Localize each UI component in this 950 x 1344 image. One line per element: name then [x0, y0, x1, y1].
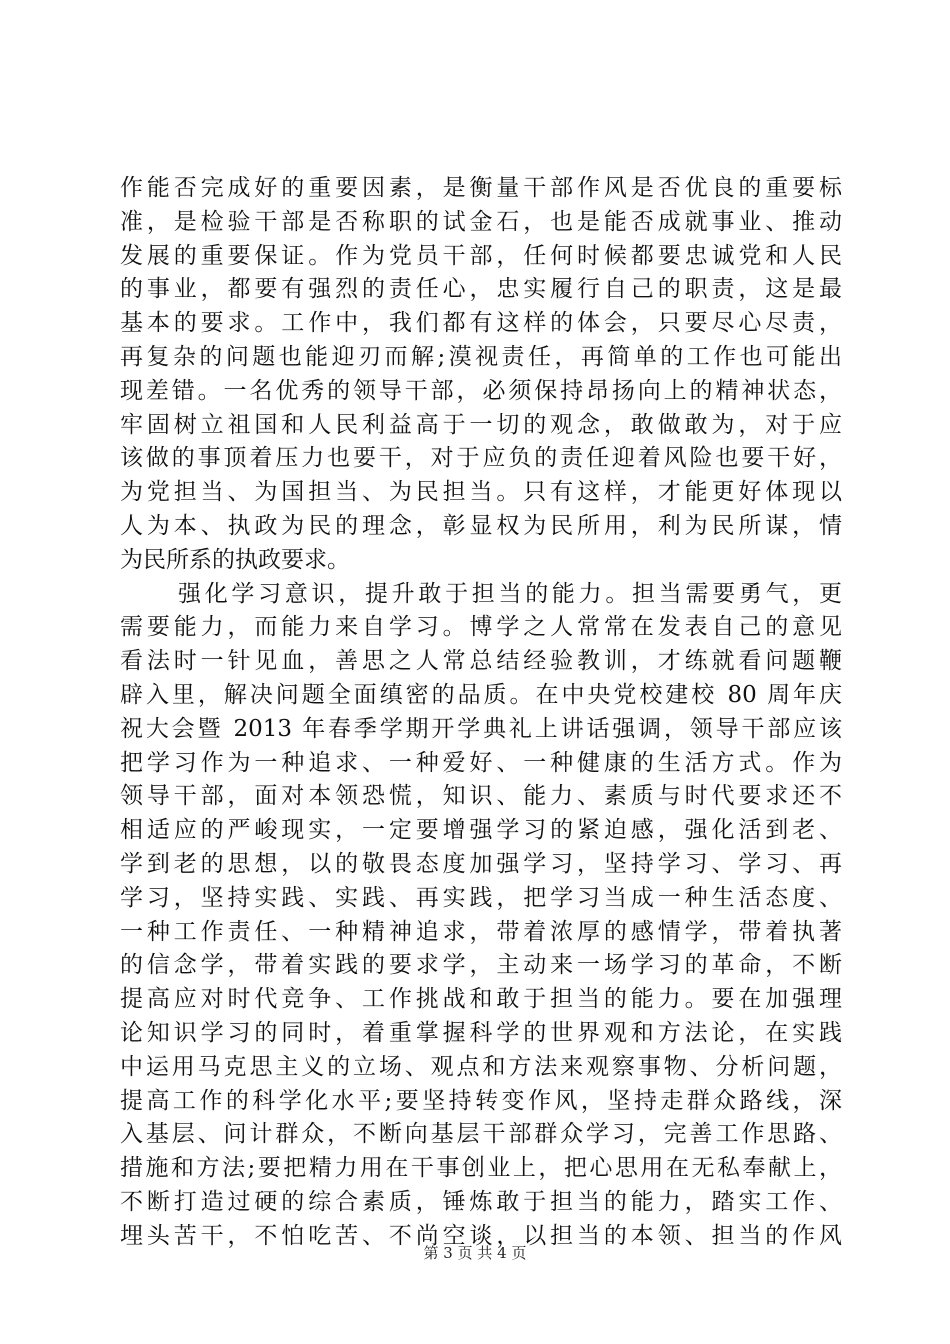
- text-line: 看法时一针见血，善思之人常总结经验教训，才练就看问题鞭: [120, 648, 842, 675]
- text-line: 入基层、问计群众，不断向基层干部群众学习，完善工作思路、: [120, 1121, 842, 1148]
- text-line: 强化学习意识，提升敢于担当的能力。担当需要勇气，更: [178, 580, 842, 607]
- text-line: 学到老的思想，以的敬畏态度加强学习，坚持学习、学习、再: [120, 850, 842, 877]
- text-line: 不断打造过硬的综合素质，锤炼敢于担当的能力，踏实工作、: [120, 1188, 842, 1215]
- text-line: 牢固树立祖国和人民利益高于一切的观念，敢做敢为，对于应: [120, 411, 842, 438]
- text-line: 把学习作为一种追求、一种爱好、一种健康的生活方式。作为: [120, 749, 842, 776]
- text-line: 学习，坚持实践、实践、再实践，把学习当成一种生活态度、: [120, 884, 842, 911]
- text-line: 基本的要求。工作中，我们都有这样的体会，只要尽心尽责，: [120, 310, 842, 337]
- text-line: 发展的重要保证。作为党员干部，任何时候都要忠诚党和人民: [120, 242, 842, 269]
- paragraph-2: [120, 578, 842, 1254]
- text-line: 中运用马克思主义的立场、观点和方法来观察事物、分析问题，: [120, 1053, 842, 1080]
- text-line: 再复杂的问题也能迎刃而解;漠视责任，再简单的工作也可能出: [120, 343, 842, 370]
- text-line: 的事业，都要有强烈的责任心，忠实履行自己的职责，这是最: [120, 276, 842, 303]
- text-line: 措施和方法;要把精力用在干事创业上，把心思用在无私奉献上，: [120, 1155, 842, 1182]
- text-line: 提高工作的科学化水平;要坚持转变作风，坚持走群众路线，深: [120, 1087, 842, 1114]
- text-line: 该做的事顶着压力也要干，对于应负的责任迎着风险也要干好，: [120, 445, 842, 472]
- text-line: 一种工作责任、一种精神追求，带着浓厚的感情学，带着执著: [120, 918, 842, 945]
- text-line: 埋头苦干，不怕吃苦、不尚空谈，以担当的本领、担当的作风: [120, 1222, 842, 1249]
- text-line: 的信念学，带着实践的要求学，主动来一场学习的革命，不断: [120, 952, 842, 979]
- text-line: 领导干部，面对本领恐慌，知识、能力、素质与时代要求还不: [120, 783, 842, 810]
- document-body: [120, 172, 842, 1254]
- text-line: 祝大会暨 2013 年春季学期开学典礼上讲话强调，领导干部应该: [120, 715, 842, 742]
- text-line: 提高应对时代竞争、工作挑战和敢于担当的能力。要在加强理: [120, 986, 842, 1013]
- text-line: 人为本、执政为民的理念，彰显权为民所用，利为民所谋，情: [120, 512, 842, 539]
- page-number-footer: 第 3 页 共 4 页: [423, 1244, 527, 1262]
- text-line: 现差错。一名优秀的领导干部，必须保持昂扬向上的精神状态，: [120, 377, 842, 404]
- text-line: 相适应的严峻现实，一定要增强学习的紧迫感，强化活到老、: [120, 817, 842, 844]
- text-line: 辟入里，解决问题全面缜密的品质。在中央党校建校 80 周年庆: [120, 681, 842, 708]
- text-line: 为党担当、为国担当、为民担当。只有这样，才能更好体现以: [120, 479, 842, 506]
- text-line: 作能否完成好的重要因素，是衡量干部作风是否优良的重要标: [120, 175, 842, 201]
- text-line: 准，是检验干部是否称职的试金石，也是能否成就事业、推动: [120, 208, 842, 235]
- text-line: 论知识学习的同时，着重掌握科学的世界观和方法论，在实践: [120, 1019, 842, 1046]
- paragraph-1: [120, 172, 842, 578]
- text-line: 为民所系的执政要求。: [120, 546, 350, 573]
- text-line: 需要能力，而能力来自学习。博学之人常常在发表自己的意见: [120, 614, 842, 641]
